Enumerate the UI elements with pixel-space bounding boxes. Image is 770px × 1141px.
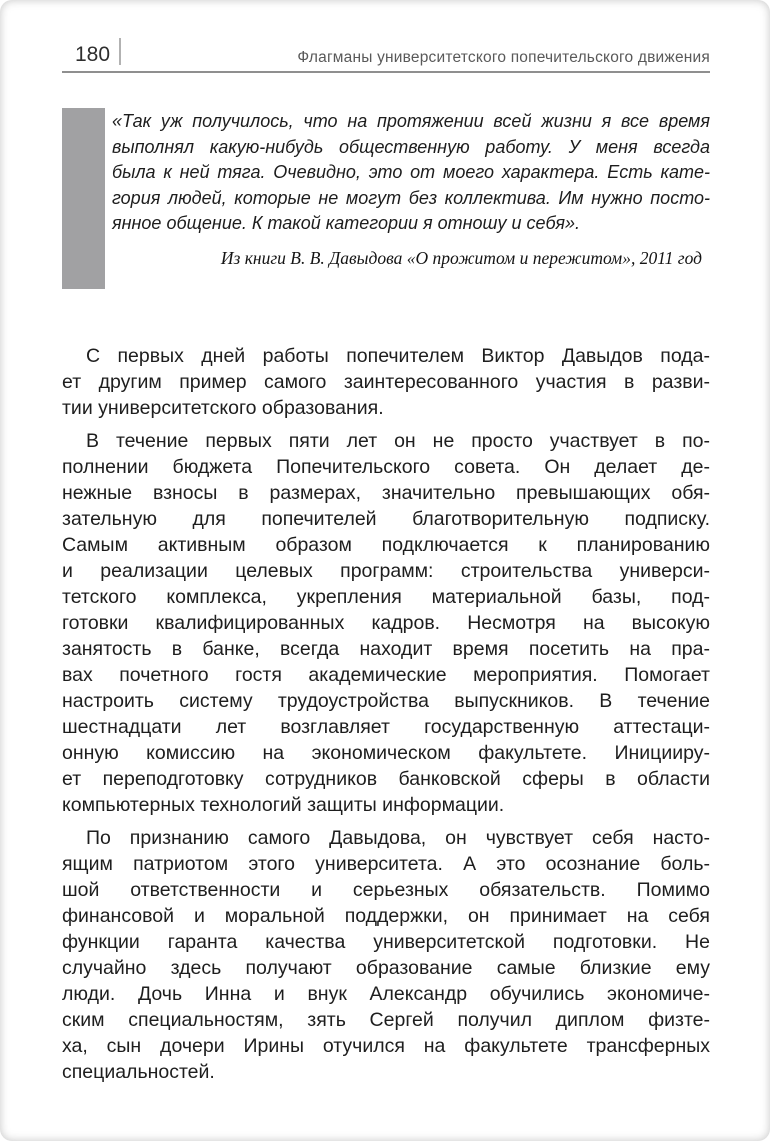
quote-text	[112, 109, 710, 237]
text-line: «Так уж получилось, что на протяжении всей жизни я все время	[112, 111, 710, 131]
text-line: гория людей, которые не могут без коллектива. Им нужно посто-	[112, 187, 710, 208]
epigraph-quote-block	[62, 108, 710, 289]
text-line: выполнял какую-нибудь общественную работу. У меня всегда	[112, 136, 710, 157]
text-line: полнении бюджета Попечительского совета. Он делает де-	[62, 456, 710, 478]
text-line: В течение первых пяти лет он не просто участвует в по-	[86, 430, 710, 452]
text-line: зательную для попечителей благотворительную подписку.	[62, 508, 710, 530]
text-line: ящим патриотом этого университета. А это осознание боль-	[62, 853, 710, 875]
running-head	[62, 38, 710, 73]
header-title: Флагманы университетского попечительского движения	[297, 48, 710, 66]
text-line: ет переподготовку сотрудников банковской сферы в области	[62, 768, 710, 790]
text-line: тетского комплекса, укрепления материальной базы, под-	[62, 586, 710, 608]
text-line: тии университетского образования.	[62, 397, 384, 419]
text-line: была к ней тяга. Очевидно, это от моего характера. Есть кате-	[112, 162, 710, 182]
paragraph-3	[62, 825, 710, 1085]
quote-column	[112, 108, 710, 289]
text-line: люди. Дочь Инна и внук Александр обучились экономиче-	[62, 983, 710, 1005]
quote-attribution: Из книги В. В. Давыдова «О прожитом и пережитом», 2011 год	[220, 247, 702, 268]
text-line: ским специальностям, зять Сергей получил диплом физте-	[62, 1009, 710, 1031]
text-line: С первых дней работы попечителем Виктор Давыдов пода-	[86, 345, 710, 367]
text-line: шестнадцати лет возглавляет государственную аттестаци-	[62, 716, 710, 738]
text-line: По признанию самого Давыдова, он чувствует себя насто-	[86, 827, 710, 849]
text-line: Самым активным образом подключается к планированию	[62, 534, 710, 556]
text-line: финансовой и моральной поддержки, он принимает на себя	[62, 905, 710, 927]
body-text	[62, 343, 710, 1085]
text-line: онную комиссию на экономическом факультете. Иницииру-	[62, 742, 710, 764]
text-line: янное общение. К такой категории я отношу и себя».	[112, 213, 581, 233]
text-line: ет другим пример самого заинтересованного участия в разви-	[62, 371, 710, 393]
quote-accent-bar	[62, 108, 105, 289]
text-line: вах почетного гостя академические мероприятия. Помогает	[62, 664, 710, 686]
header-divider	[119, 38, 121, 65]
text-line: компьютерных технологий защиты информации.	[62, 794, 505, 816]
text-line: функции гаранта качества университетской подготовки. Не	[62, 931, 710, 953]
paragraph-1	[62, 343, 710, 421]
paragraph-2	[62, 428, 710, 818]
text-line: настроить систему трудоустройства выпускников. В течение	[62, 690, 710, 712]
page-content	[62, 0, 710, 1092]
text-line: нежные взносы в размерах, значительно превышающих обя-	[62, 482, 710, 504]
text-line: ха, сын дочери Ирины отучился на факультете трансферных	[62, 1035, 710, 1057]
text-line: специальностей.	[62, 1061, 215, 1083]
text-line: готовки квалифицированных кадров. Несмотря на высокую	[62, 612, 710, 634]
text-line: шой ответственности и серьезных обязательств. Помимо	[62, 879, 710, 901]
text-line: и реализации целевых программ: строительства универси-	[62, 560, 710, 582]
text-line: занятость в банке, всегда находит время посетить на пра-	[62, 638, 710, 660]
text-line: случайно здесь получают образование самые близкие ему	[62, 957, 710, 979]
page-number: 180	[75, 43, 111, 66]
